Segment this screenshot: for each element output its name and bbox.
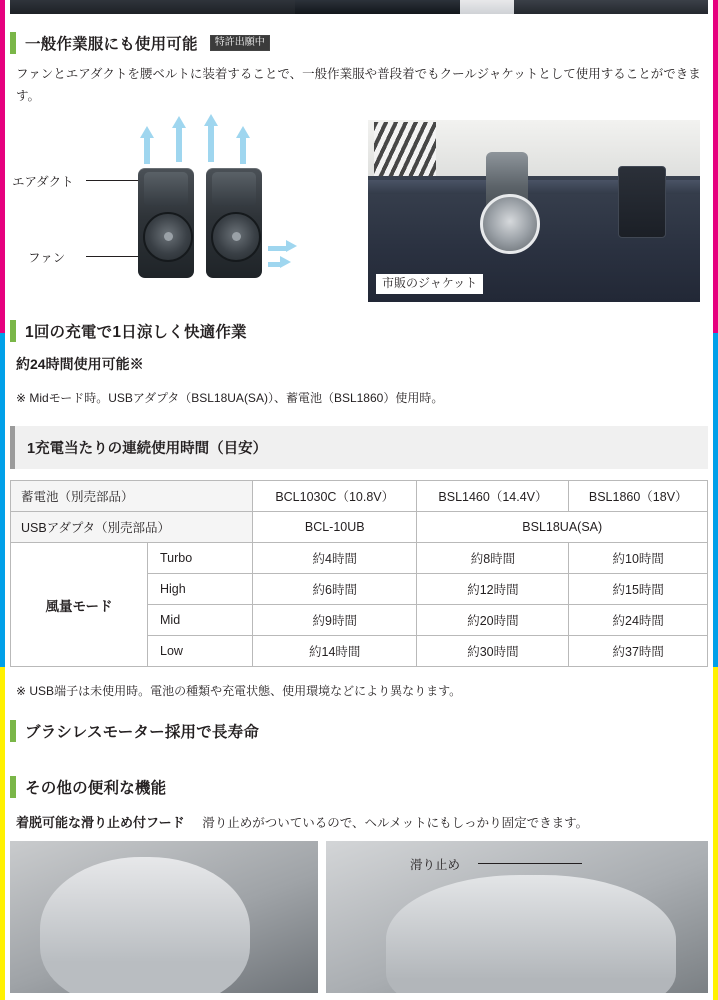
photo-tool-pouch [618, 166, 666, 238]
table-cell-mode-mid: Mid [148, 605, 253, 636]
airflow-arrow-4 [236, 126, 250, 138]
section-heading-other-features [10, 776, 708, 798]
table-footnote: ※ USB端子は未使用時。電池の種類や充電状態、使用環境などにより異なります。 [16, 684, 462, 699]
table-cell-high-3: 約15時間 [569, 574, 708, 605]
table-row [11, 543, 708, 574]
left-color-bar [0, 0, 5, 1000]
belt-mounted-fan-photo [368, 120, 700, 302]
fan-unit-right [206, 168, 262, 278]
section2-note: ※ Midモード時。USBアダプタ（BSL18UA(SA)）、蓄電池（BSL1860）使用時。 [16, 390, 444, 405]
section2-title: 1回の充電で1日涼しく快適作業 [25, 323, 247, 341]
table-header-adapter: USBアダプタ（別売部品） [11, 512, 253, 543]
worker-photo-4 [514, 0, 708, 14]
feature-hood-line [16, 812, 708, 831]
feature-hood-title: 着脱可能な滑り止め付フード [16, 814, 185, 830]
table-cell-mid-1: 約9時間 [253, 605, 417, 636]
photo-fan-grill [480, 194, 540, 254]
table-header-battery: 蓄電池（別売部品） [11, 481, 253, 512]
table-cell-low-2: 約30時間 [417, 636, 569, 667]
heading-accent-bar-4 [10, 776, 16, 798]
runtime-table [10, 480, 708, 667]
fan-duct-diagram [10, 120, 350, 302]
table-row [11, 481, 708, 512]
table-cell-adapter-1: BCL-10UB [253, 512, 417, 543]
airflow-arrow-stem-3 [208, 126, 214, 162]
worker-photo-2 [295, 0, 460, 14]
feature-hood-desc: 滑り止めがついているので、ヘルメットにもしっかり固定できます。 [202, 815, 589, 830]
right-color-bar [713, 0, 718, 1000]
table-row [11, 512, 708, 543]
fan-grill-left [143, 212, 193, 262]
table-cell-low-3: 約37時間 [569, 636, 708, 667]
hood-photo-right [326, 841, 708, 993]
section1-title: 一般作業服にも使用可能 [25, 36, 198, 53]
bottom-photo-row [10, 841, 708, 993]
patent-pending-badge: 特許出願中 [210, 35, 270, 51]
airflow-arrow-3 [204, 114, 218, 126]
airflow-arrow-stem-1 [144, 138, 150, 164]
fan-grill-right [211, 212, 261, 262]
section3-title: ブラシレスモーター採用で長寿命 [25, 723, 260, 741]
table-cell-low-1: 約14時間 [253, 636, 417, 667]
table-cell-turbo-1: 約4時間 [253, 543, 417, 574]
side-airflow-2 [280, 256, 291, 268]
table-caption: 1充電当たりの連続使用時間（目安） [10, 426, 708, 469]
table-cell-mode-high: High [148, 574, 253, 605]
table-cell-battery-3: BSL1860（18V） [569, 481, 708, 512]
airflow-arrow-1 [140, 126, 154, 138]
leader-line-fan [86, 256, 138, 257]
label-air-duct: エアダクト [12, 174, 74, 189]
fan-unit-left [138, 168, 194, 278]
hood-photo-left [10, 841, 318, 993]
callout-line-anti-slip [478, 863, 582, 864]
worker-photo-3 [460, 0, 514, 14]
table-cell-turbo-3: 約10時間 [569, 543, 708, 574]
table-header-airflow-mode: 風量モード [11, 543, 148, 667]
photo-fan-device [486, 152, 528, 240]
heading-accent-bar-3 [10, 720, 16, 742]
table-cell-high-1: 約6時間 [253, 574, 417, 605]
section-heading-brushless-motor [10, 720, 708, 742]
section1-figure-row [10, 120, 708, 302]
section-heading-one-charge [10, 320, 708, 342]
table-cell-mode-turbo: Turbo [148, 543, 253, 574]
top-photo-strip [10, 0, 708, 14]
heading-accent-bar-2 [10, 320, 16, 342]
worker-photo-1 [10, 0, 295, 14]
table-cell-battery-1: BCL1030C（10.8V） [253, 481, 417, 512]
side-airflow-1 [286, 240, 297, 252]
table-cell-high-2: 約12時間 [417, 574, 569, 605]
table-cell-turbo-2: 約8時間 [417, 543, 569, 574]
table-cell-mid-2: 約20時間 [417, 605, 569, 636]
page-content [10, 0, 708, 993]
side-airflow-stem-1 [268, 246, 288, 251]
section4-title: その他の便利な機能 [25, 779, 167, 797]
section1-body: ファンとエアダクトを腰ベルトに装着することで、一般作業服や普段着でもクールジャケットとして使用することができます。 [16, 67, 701, 103]
photo-caption-commercial-jacket: 市販のジャケット [376, 274, 483, 294]
leader-line-air-duct [86, 180, 138, 181]
airflow-arrow-2 [172, 116, 186, 128]
heading-accent-bar [10, 32, 16, 54]
table-cell-mode-low: Low [148, 636, 253, 667]
section-heading-general-workwear [10, 32, 708, 54]
table-cell-battery-2: BSL1460（14.4V） [417, 481, 569, 512]
air-duct-left [144, 172, 188, 206]
label-fan: ファン [28, 250, 66, 265]
airflow-arrow-stem-2 [176, 128, 182, 162]
table-cell-mid-3: 約24時間 [569, 605, 708, 636]
air-duct-right [212, 172, 256, 206]
table-cell-adapter-2: BSL18UA(SA) [417, 512, 708, 543]
airflow-arrow-stem-4 [240, 138, 246, 164]
callout-anti-slip: 滑り止め [410, 857, 461, 872]
section2-subtitle: 約24時間使用可能※ [16, 355, 144, 372]
